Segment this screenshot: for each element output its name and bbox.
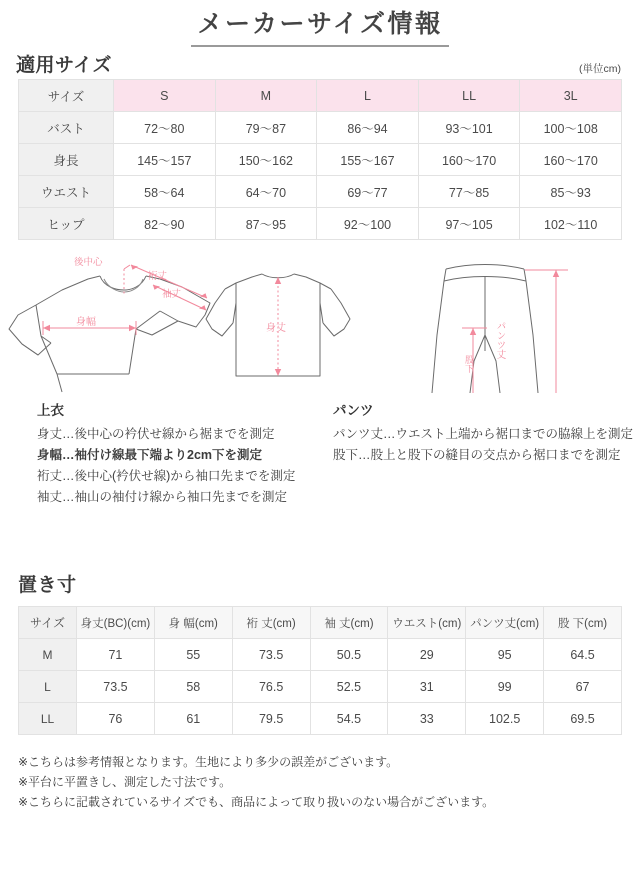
cell-waist-3l: 85〜93 [520, 176, 622, 208]
cell-hip-s: 82〜90 [114, 208, 216, 240]
column-header-body-width: 身 幅(cm) [154, 607, 232, 639]
table-row [19, 671, 622, 703]
page-title: メーカーサイズ情報 [191, 9, 448, 47]
flat-measurements-table [18, 606, 622, 735]
column-header-l: L [317, 80, 419, 112]
diagram-label-body-length: 身丈 [266, 323, 286, 334]
top-garment-description [37, 400, 295, 508]
applicable-size-heading: 適用サイズ [16, 55, 112, 76]
cell-height-m: 150〜162 [215, 144, 317, 176]
cell-hip-3l: 102〜110 [520, 208, 622, 240]
top-garment-line-1: 身丈…後中心の衿伏せ線から裾までを測定 [37, 427, 275, 441]
cell-ll-waist: 33 [388, 703, 466, 735]
column-header-body-length: 身丈(BC)(cm) [77, 607, 155, 639]
cell-hip-m: 87〜95 [215, 208, 317, 240]
cell-l-sleeve-length: 52.5 [310, 671, 388, 703]
cell-bust-l: 86〜94 [317, 112, 419, 144]
cell-height-3l: 160〜170 [520, 144, 622, 176]
column-header-3l: 3L [520, 80, 622, 112]
cell-m-sleeve-length: 50.5 [310, 639, 388, 671]
cell-m-pants-length: 95 [466, 639, 544, 671]
pants-description [333, 400, 633, 466]
pants-line-1: パンツ丈…ウエスト上端から裾口までの脇線上を測定 [333, 427, 634, 441]
column-header-yuki-length: 裄 丈(cm) [232, 607, 310, 639]
garment-diagrams [0, 243, 640, 393]
table-row [19, 639, 622, 671]
row-label-hip: ヒップ [19, 208, 114, 240]
table-row [19, 208, 622, 240]
cell-bust-ll: 93〜101 [418, 112, 520, 144]
cell-m-yuki-length: 73.5 [232, 639, 310, 671]
applicable-size-table [18, 79, 622, 240]
row-label-bust: バスト [19, 112, 114, 144]
diagram-label-yuki-length: 裄丈 [148, 271, 168, 282]
top-garment-line-4: 袖丈…袖山の袖付け線から袖口先までを測定 [37, 490, 288, 504]
cell-waist-m: 64〜70 [215, 176, 317, 208]
cell-l-yuki-length: 76.5 [232, 671, 310, 703]
cell-waist-s: 58〜64 [114, 176, 216, 208]
diagram-label-pants-length: パンツ丈 [494, 321, 506, 359]
top-garment-line-3: 裄丈…後中心(衿伏せ線)から袖口先までを測定 [37, 469, 296, 483]
column-header-inseam: 股 下(cm) [544, 607, 622, 639]
cell-height-l: 155〜167 [317, 144, 419, 176]
cell-l-body-length: 73.5 [77, 671, 155, 703]
table-row [19, 144, 622, 176]
row-label-height: 身長 [19, 144, 114, 176]
column-header-m: M [215, 80, 317, 112]
top-garment-title: 上衣 [37, 403, 64, 418]
unit-note: (単位cm) [579, 63, 621, 75]
cell-bust-s: 72〜80 [114, 112, 216, 144]
table-header-row [19, 607, 622, 639]
footnote-2: ※平台に平置きし、測定した寸法です。 [18, 775, 232, 789]
footnote-3: ※こちらに記載されているサイズでも、商品によって取り扱いのない場合がございます。 [18, 795, 495, 809]
cell-height-s: 145〜157 [114, 144, 216, 176]
pants-line-2: 股下…股上と股下の縫目の交点から裾口までを測定 [333, 448, 621, 462]
table-header-row [19, 80, 622, 112]
cell-ll-pants-length: 102.5 [466, 703, 544, 735]
diagram-label-sleeve-length: 袖丈 [162, 289, 182, 300]
column-header-size: サイズ [19, 80, 114, 112]
cell-ll-yuki-length: 79.5 [232, 703, 310, 735]
cell-waist-l: 69〜77 [317, 176, 419, 208]
column-header-pants-length: パンツ丈(cm) [466, 607, 544, 639]
footnote-1: ※こちらは参考情報となります。生地により多少の誤差がございます。 [18, 755, 399, 769]
cell-m-inseam: 64.5 [544, 639, 622, 671]
main-title-container [0, 0, 640, 47]
table-row [19, 112, 622, 144]
cell-hip-ll: 97〜105 [418, 208, 520, 240]
cell-m-waist: 29 [388, 639, 466, 671]
flat-measurements-heading: 置き寸 [18, 575, 77, 596]
cell-m-body-length: 71 [77, 639, 155, 671]
column-header-s: S [114, 80, 216, 112]
diagram-label-back-center: 後中心 [74, 257, 103, 268]
column-header-ll: LL [418, 80, 520, 112]
cell-waist-ll: 77〜85 [418, 176, 520, 208]
cell-bust-m: 79〜87 [215, 112, 317, 144]
cell-hip-l: 92〜100 [317, 208, 419, 240]
diagram-label-body-width: 身幅 [76, 317, 96, 328]
row-label-l: L [19, 671, 77, 703]
row-label-ll: LL [19, 703, 77, 735]
column-header-sleeve-length: 袖 丈(cm) [310, 607, 388, 639]
cell-m-body-width: 55 [154, 639, 232, 671]
cell-ll-body-length: 76 [77, 703, 155, 735]
top-garment-line-2: 身幅…袖付け線最下端より2cm下を測定 [37, 448, 263, 462]
row-label-m: M [19, 639, 77, 671]
column-header-waist: ウエスト(cm) [388, 607, 466, 639]
cell-bust-3l: 100〜108 [520, 112, 622, 144]
cell-ll-body-width: 61 [154, 703, 232, 735]
footnotes [18, 752, 494, 812]
cell-ll-sleeve-length: 54.5 [310, 703, 388, 735]
cell-l-waist: 31 [388, 671, 466, 703]
cell-ll-inseam: 69.5 [544, 703, 622, 735]
diagram-label-inseam: 股下 [464, 355, 474, 373]
column-header-size: サイズ [19, 607, 77, 639]
cell-l-inseam: 67 [544, 671, 622, 703]
cell-l-pants-length: 99 [466, 671, 544, 703]
cell-l-body-width: 58 [154, 671, 232, 703]
cell-height-ll: 160〜170 [418, 144, 520, 176]
table-row [19, 703, 622, 735]
row-label-waist: ウエスト [19, 176, 114, 208]
pants-title: パンツ [333, 403, 374, 418]
table-row [19, 176, 622, 208]
